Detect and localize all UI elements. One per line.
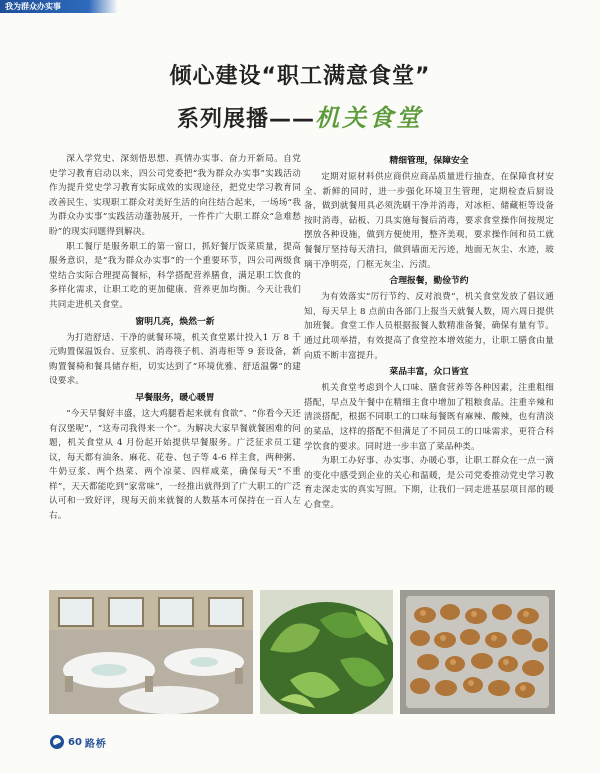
dining-hall-photo <box>49 590 253 714</box>
left-column <box>49 152 301 524</box>
section-heading: 精细管理，保障安全 <box>389 156 469 166</box>
paragraph: 为打造舒适、干净的就餐环境，机关食堂累计投入1 万 8 千元购置保温饭台、豆浆机、消毒筷子机、消毒柜等 9 套设备，新购置餐椅和餐具储存柜，切实达到了“环境优雅、舒适温馨”的建设要求。 <box>49 332 301 387</box>
paragraph: 职工餐厅是服务职工的第一窗口，抓好餐厅饭菜质量，提高服务意识，是“我为群众办实事”的一个重要环节，四公司两级食堂结合实际合理提高餐标，科学搭配营养膳食，满足职工饮食的多样化需求，让职工吃的更加健康、营养更加均衡。今天让我们共同走进机关食堂。 <box>49 241 301 310</box>
photo-strip <box>49 590 555 714</box>
vegetables-photo <box>260 590 393 714</box>
page-number: 60 <box>68 736 82 748</box>
section-heading: 合理报餐，勤俭节约 <box>389 276 469 287</box>
article-subtitle <box>0 98 600 133</box>
paragraph: 为职工办好事、办实事、办暖心事，让职工群众在一点一滴的变化中感受到企业的关心和温暖，是公司党委推动党史学习教育走深走实的真实写照。下期，让我们一同走进基层项目部的暖心食堂。 <box>304 456 554 510</box>
subtitle-accent: 机关食堂 <box>315 103 423 132</box>
paragraph: 为有效落实“厉行节约、反对浪费”，机关食堂发放了倡议通知，每天早上 8 点前由各部门上报当天就餐人数，周六周日提供加班餐。食堂工作人员根据报餐人数精准备餐，确保有量有节。通过此项举措，有效提高了食堂控本增效能力，让职工膳食由量向质不断丰富提升。 <box>304 292 554 361</box>
magazine-name: 路桥 <box>84 738 107 750</box>
right-column <box>304 152 554 512</box>
page-footer <box>50 734 107 750</box>
fried-food-photo <box>400 590 555 714</box>
subtitle-prefix: 系列展播—— <box>176 107 315 132</box>
paragraph: 深入学党史、深刻悟思想、真情办实事、奋力开新局。自党史学习教育启动以来，四公司党委把“我为群众办实事”实践活动作为提升党史学习教育实际成效的实现途径，把党史学习教育同改善民生、实现职工群众对美好生活的向往结合起来，一场场“我为群众办实事”实践活动蓬勃展开，一件件广大职工群众“急难愁盼”的现实问题得到解决。 <box>49 154 301 237</box>
paragraph: “今天早餐好丰盛，这大鸡腿看起来就有食欲”、“你看今天还有汉堡呢”，“这寿司我得来一个”。为解决大家早餐就餐困难的问题，机关食堂从 4 月份起开始提供早餐服务。广泛征求员工建议，每天都有油条、麻花、花卷、包子等 4-6 样主食，两种粥、牛奶豆浆、两个热菜、两个凉菜、四样咸菜，确保每天“不重样”，天天都能吃到“家常味”，一经推出就得到了广大职工的广泛认可和一致好评，现每天前来就餐的人数基本可保持在一百人左右。 <box>49 408 301 522</box>
article-title: 倾心建设“职工满意食堂” <box>169 64 431 89</box>
paragraph: 机关食堂考虑到个人口味、膳食营养等各种因素，注重粗细搭配，早点及午餐中在精细主食中增加了粗粮食品。注重辛辣和清淡搭配，根据不同职工的口味每餐既有麻辣、酸辣，也有清淡的菜品，这样的搭配不但满足了不同员工的口味需求，更符合科学饮食的要求。同时进一步丰富了菜品种类。 <box>304 383 554 452</box>
magazine-logo-icon <box>50 735 64 749</box>
section-heading: 窗明几亮，焕然一新 <box>135 316 215 327</box>
section-tag: 我为群众办实事 <box>0 0 118 13</box>
paragraph: 定期对原材料供应商供应商品质量进行抽查，在保障食材安全、新鲜的同时，进一步强化环境卫生管理，定期检查后厨设备，做到就餐用具必须洗刷干净并消毒，对冰柜、储藏柜等设备按时消毒，砧板、刀具实施每餐后消毒，要求食堂操作间按规定摆放各种设施，做到方便使用，整齐美观，要求操作间和员工就餐餐厅坚持每天清扫，做到墙面无污迹，地面无灰尘、水迹，玻璃干净明亮，门框无灰尘、污渍。 <box>304 172 554 270</box>
section-heading: 菜品丰富，众口皆宜 <box>389 367 469 378</box>
section-heading: 早餐服务，暖心暖胃 <box>135 392 215 403</box>
